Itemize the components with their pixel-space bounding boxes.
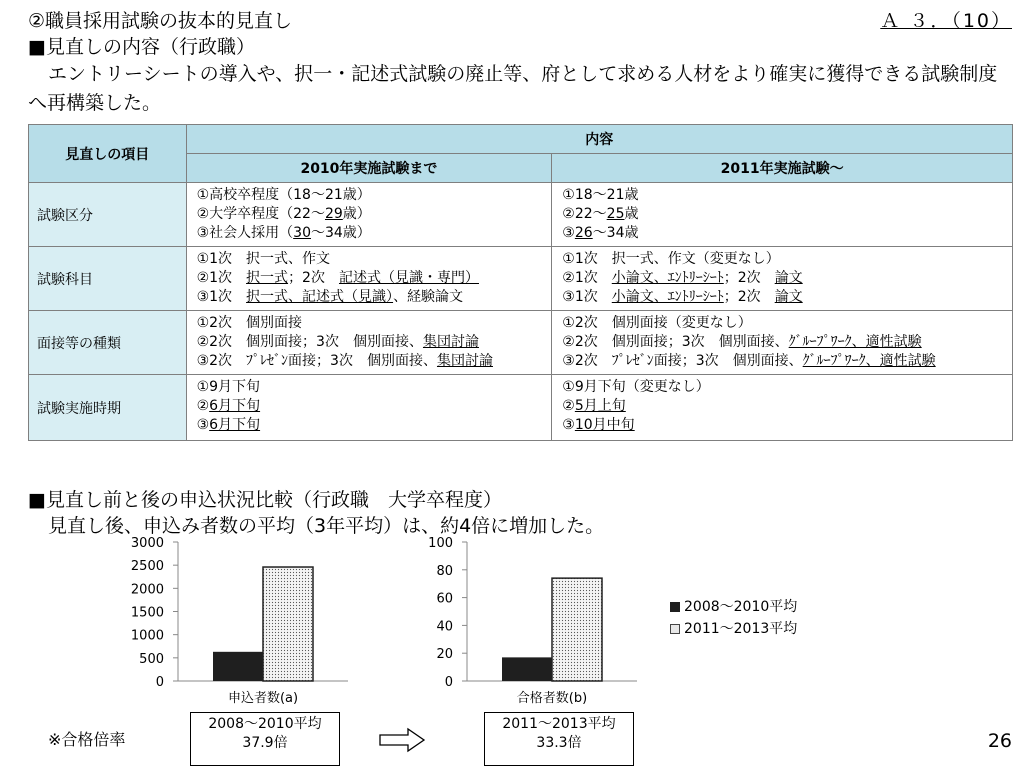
row-item-label: 試験区分 [29,183,187,247]
cell-line [197,186,542,205]
underlined-text: 論文 [774,289,803,305]
cell-after [552,247,1013,311]
cell-line [562,288,1002,307]
ratio-box-before [190,712,340,766]
text-segment: ①1次 択一式、作文 [196,251,331,267]
text-segment: ③ [562,225,575,241]
underlined-text: 記述式（見識・専門） [338,270,479,286]
chart-passers [405,532,650,710]
underlined-text: 6月下旬 [209,398,261,414]
section1-heading: ■見直しの内容（行政職） [28,36,255,58]
cell-after [552,311,1013,375]
table-body [29,183,1013,441]
cell-line [562,250,1002,269]
underlined-text: 択一式、記述式（見識） [246,289,394,305]
x-category-label: 合格者数(b) [516,691,588,706]
y-tick-label: 40 [436,619,453,635]
bar-before [213,652,263,681]
cell-line [197,288,542,307]
text-segment: ② [562,398,575,414]
comparison-table [28,124,1013,441]
underlined-text: 30 [293,225,311,241]
x-category-label: 申込者数(a) [227,691,299,706]
y-tick-label: 2000 [130,582,164,598]
y-tick-label: 20 [436,647,453,663]
section2-body: 見直し後、申込み者数の平均（3年平均）は、約4倍に増加した。 [48,515,605,537]
section1-body: エントリーシートの導入や、択一・記述式試験の廃止等、府として求める人材をより確実に獲得できる試験制度へ再構築した。 [28,63,998,114]
cell-line [562,416,1002,435]
text-segment: ③ [196,417,210,433]
table-row [29,375,1013,441]
underlined-text: 集団討論 [436,353,493,369]
cell-line [197,333,542,352]
pass-ratio-label: ※合格倍率 [48,730,126,749]
cell-line [197,205,542,224]
ratio-box-after [484,712,634,766]
cell-after [552,375,1013,441]
y-tick-label: 3000 [130,536,164,551]
header-content: 内容 [186,125,1012,154]
y-tick-label: 60 [436,591,453,607]
cell-line [562,224,1002,243]
reference-code: Ａ ３．（10） [880,10,1012,32]
cell-line [562,269,1002,288]
text-segment: ；2次 [723,289,775,305]
text-segment: ①9月下旬 [196,379,261,395]
chart-applicants [100,532,360,710]
cell-line [562,333,1002,352]
underlined-text: 小論文、ｴﾝﾄﾘｰｼｰﾄ [611,289,724,305]
text-segment: 歳 [624,206,639,222]
text-segment: ②22～ [562,206,607,222]
table-row [29,183,1013,247]
text-segment: ③2次 ﾌﾟﾚｾﾞﾝ面接；3次 個別面接、 [562,353,803,369]
y-tick-label: 500 [139,651,164,667]
legend-swatch-dotted [670,624,680,634]
text-segment: ③1次 [196,289,247,305]
underlined-text: ｸﾞﾙｰﾌﾟﾜｰｸ、適性試験 [802,353,936,369]
slide-title: ②職員採用試験の抜本的見直し [28,10,293,32]
underlined-text: 6月下旬 [209,417,261,433]
cell-line [197,250,542,269]
text-segment: ～34歳 [592,225,639,241]
cell-after [552,183,1013,247]
underlined-text: 26 [574,225,593,241]
legend-label-after: 2011～2013平均 [684,621,798,637]
right-arrow-icon [378,727,426,753]
table-row [29,247,1013,311]
ratio-box-after-title: 2011～2013平均 [502,716,616,732]
bar-before [502,657,552,681]
header-after: 2011年実施試験～ [552,154,1013,183]
cell-line [562,186,1002,205]
table-row [29,311,1013,375]
cell-before [186,247,552,311]
header-item: 見直しの項目 [29,125,187,183]
cell-line [197,314,542,333]
underlined-text: 小論文、ｴﾝﾄﾘｰｼｰﾄ [611,270,724,286]
ratio-box-after-value: 33.3倍 [536,735,582,751]
cell-line [562,397,1002,416]
y-tick-label: 2500 [130,559,164,575]
underlined-text: 29 [324,206,343,222]
cell-before [186,375,552,441]
text-segment: ①2次 個別面接 [196,315,303,331]
y-tick-label: 0 [155,675,164,690]
ratio-box-before-value: 37.9倍 [242,735,288,751]
text-segment: 、経験論文 [393,289,464,305]
cell-before [186,183,552,247]
text-segment: ①高校卒程度（18～21歳） [196,187,371,203]
text-segment: ；2次 [288,270,339,286]
row-item-label: 試験実施時期 [29,375,187,441]
cell-line [197,224,542,243]
y-tick-label: 1000 [130,628,164,644]
cell-line [562,205,1002,224]
text-segment: ②2次 個別面接；3次 個別面接、 [196,334,423,350]
cell-before [186,311,552,375]
y-tick-label: 80 [436,563,453,579]
section2-heading: ■見直し前と後の申込状況比較（行政職 大学卒程度） [28,489,502,511]
text-segment: ③2次 ﾌﾟﾚｾﾞﾝ面接；3次 個別面接、 [196,353,437,369]
cell-line [562,352,1002,371]
text-segment: ③ [562,417,575,433]
cell-line [562,378,1002,397]
cell-line [197,269,542,288]
text-segment: ；2次 [723,270,775,286]
underlined-text: 25 [606,206,625,222]
row-item-label: 試験科目 [29,247,187,311]
legend-label-before: 2008～2010平均 [684,599,798,615]
text-segment: ～34歳） [310,225,371,241]
underlined-text: 集団討論 [422,334,479,350]
text-segment: ③社会人採用（ [196,225,294,241]
cell-line [197,378,542,397]
text-segment: ②1次 [562,270,612,286]
legend-item-after [670,618,797,640]
y-tick-label: 1500 [130,605,164,621]
chart-legend [670,596,797,640]
text-segment: ③1次 [562,289,612,305]
text-segment: ①2次 個別面接（変更なし） [562,315,752,331]
underlined-text: 5月上旬 [574,398,626,414]
y-tick-label: 100 [428,536,453,551]
underlined-text: 10月中旬 [574,417,635,433]
text-segment: ②大学卒程度（22～ [196,206,325,222]
header-before: 2010年実施試験まで [186,154,552,183]
text-segment: 歳） [342,206,371,222]
ratio-box-before-title: 2008～2010平均 [208,716,322,732]
row-item-label: 面接等の種類 [29,311,187,375]
text-segment: ①1次 択一式、作文（変更なし） [562,251,780,267]
y-tick-label: 0 [444,675,453,690]
bar-after [552,578,602,681]
legend-swatch-solid [670,602,680,612]
cell-line [197,352,542,371]
text-segment: ②2次 個別面接；3次 個別面接、 [562,334,789,350]
legend-item-before [670,596,797,618]
bar-after [263,567,313,681]
page-number: 26 [987,730,1012,752]
cell-line [197,397,542,416]
underlined-text: 択一式 [246,270,289,286]
cell-line [562,314,1002,333]
underlined-text: 論文 [774,270,803,286]
text-segment: ② [196,398,210,414]
text-segment: ①9月下旬（変更なし） [562,379,710,395]
text-segment: ②1次 [196,270,247,286]
text-segment: ①18～21歳 [562,187,639,203]
underlined-text: ｸﾞﾙｰﾌﾟﾜｰｸ、適性試験 [788,334,922,350]
cell-line [197,416,542,435]
